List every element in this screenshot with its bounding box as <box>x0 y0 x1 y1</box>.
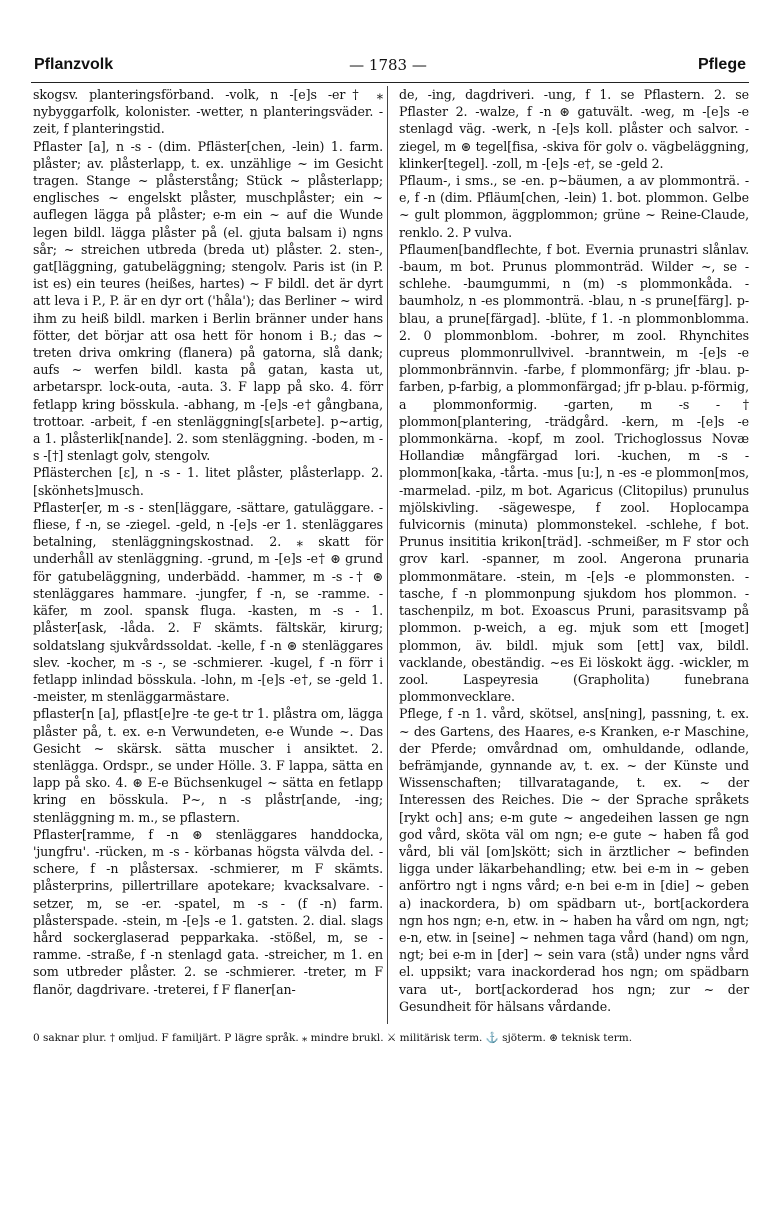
entry-pflaster: Pflaster [a], n -s - (dim. Pfläster[chen, -lein) 1. farm. plåster; av. plåsterlapp, t. ex. unzählige ~ im Gesicht tragen. Stange ~ plåsterstång; Stück ~ plåsterlapp; englisches ~ engelskt plåster, muschplåster; ein ~ auflegen lägga på plåster; e-m ein ~ auf die Wunde legen bildl. lägga plåster på (el. gjuta balsam i) ngns sår; ~ streichen utbreda (breda ut) plåster. 2. sten-, gat[läggning, gatubeläggning; stengolv. Paris ist (in P. ist es) ein teures (heißes, hartes) ~ F bildl. det är dyrt att leva i P., P. är en dyr ort ('håla'); das Berliner ~ wird ihm zu heiß bildl. marken i Berlin bränner under hans fötter, det börjar att osa hett för honom i B.; das ~ treten driva omkring (flanera) på gatorna, slå dank; aufs ~ werfen bildl. kasta på gatan, kasta ut, arbetarspr. lock-outa, -auta. 3. F lapp på sko. 4. förr fetlapp kring bösskula. -abhang, m -[e]s -e† gångbana, trottoar. -arbeit, f -en stenläggning[s[arbete]. p~artig, a 1. plåsterlik[nande]. 2. som stenläggning. -boden, m -s -[†] stenlagt golv, stengolv. <box>33 138 383 464</box>
entry-pflastern: pflaster[n [a], pflast[e]re -te ge-t tr 1. plåstra om, lägga plåster på, t. ex. e-n Verwundeten, e-e Wunde ~. Das Gesicht ~ skärsk. sätta muscher i ansiktet. 2. stenlägga. Ordspr., se under Hölle. 3. F lappa, sätta en lapp på sko. 4. ⊛ E-e Büchsenkugel ~ sätta en fetlapp kring en bösskula. P~, n -s plåstr[ande, -ing; stenläggning m. m., se pflastern. <box>33 706 383 825</box>
entry-pflasterramme: Pflaster[ramme, f -n ⊛ stenläggares handdocka, 'jungfru'. -rücken, m -s - körbanas högsta välvda del. -schere, f -n plåstersax. -schmierer, m F skämts. plåsterprins, pillertrillare apotekare; kvacksalvare. -setzer, m, se -er. -spatel, m -s - (f -n) farm. plåsterspade. -stein, m -[e]s -e 1. gatsten. 2. dial. slags hård sockerglaserad pepparkaka. -stößel, m, se -ramme. -straße, f -n stenlagd gata. -streicher, m 1. en som utbreder plåster. 2. se -schmierer. -treter, m F flanör, dagdrivare. -treterei, f F flaner[an- <box>33 826 383 997</box>
entry-pflege: Pflege, f -n 1. vård, skötsel, ans[ning], passning, t. ex. ~ des Gartens, des Haares, e-s Kranken, e-r Maschine, der Pferde; omvårdnad om, omhuldande, odlande, befrämjande, gynnande av, t. ex. ~ der Künste und Wissenschaften; tillvaratagande, t. ex. ~ der Interessen des Reiches. Die ~ der Sprache språkets [rykt och] ans; e-m gute ~ angedeihen lassen ge ngn god vård, sköta väl om ngn; e-e gute ~ haben få god vård, bli väl [om]skött; sich in ärztlicher ~ befinden ligga under läkarbehandling; etw. bei e-m in ~ geben anförtro ngt i ngns vård; e-n bei e-m in [die] ~ geben a) inackordera, b) om spädbarn ut-, bort[ackordera ngn hos ngn; e-n, etw. in ~ haben ha vård om ngn, ngt; e-n, etw. in [seine] ~ nehmen taga vård (hand) om ngn, ngt; bei e-m in [der] ~ sein vara (stå) under ngns vård el. uppsikt; vara inackorderad hos ngn; om spädbarn vara ut-, bort[ackorderad hos ngn; zur ~ der Gesundheit för hälsans vårdande. <box>399 706 749 1014</box>
entry-pflaumen: Pflaumen[bandflechte, f bot. Evernia prunastri slånlav. -baum, m bot. Prunus plommonträd. Wilder ~, se -schlehe. -baumgummi, n (m) -s plommonkåda. -baumholz, n -es plommonträ. -blau, n -s prune[färg]. p-blau, a prune[färgad]. -blüte, f 1. -n plommonblomma. 2. 0 plommonblom. -bohrer, m zool. Rhynchites cupreus plommonrullvivel. -branntwein, m -[e]s -e plommonbrännvin. -farbe, f plommonfärg; jfr -blau. p-farben, p-farbig, a plommonfärgad; jfr p-blau. p-förmig, a plommonformig. -garten, m -s -† plommon[plantering, -trädgård. -kern, m -[e]s -e plommonkärna. -kopf, m zool. Trichoglossus Novæ Hollandiæ mångfärgad lori. -kuchen, m -s - plommon[kaka, -tårta. -mus [u:], n -es -e plommon[mos, -marmelad. -pilz, m bot. Agaricus (Clitopilus) prunulus mjölskivling. -sägewespe, f zool. Hoplocampa fulvicornis (minuta) plommonstekel. -schlehe, f bot. Prunus insititia krikon[träd]. -schmeißer, m F stor och grov karl. -spanner, m zool. Angerona prunaria plommonmätare. -stein, m -[e]s -e plommonsten. -tasche, f -n plommonpung sjukdom hos plommon. -taschenpilz, m bot. Exoascus Pruni, parasitsvamp på plommon. p-weich, a eg. mjuk som ett [moget] plommon, äv. bildl. mjuk som [ett] vax, bildl. vacklande, obeständig. ~es Ei löskokt ägg. -wickler, m zool. Laspeyresia (Grapholita) funebrana plommonvecklare. <box>399 241 749 705</box>
entry-pflaume: Pflaum-, i sms., se -en. p~bäumen, a av plommonträ. -e, f -n (dim. Pfläum[chen, -lein) 1. bot. plommon. Gelbe ~ gult plommon, äggplommon; grüne ~ Reine-Claude, renklo. 2. P vulva. <box>399 173 749 240</box>
header-first-word: Pflanzvolk <box>34 56 114 73</box>
entry-pflanzvolk-tail: skogsv. planteringsförband. -volk, n -[e]s -er† ⁎ nybyggarfolk, kolonister. -wetter, n planteringsväder. -zeit, f planteringstid. <box>33 87 383 137</box>
right-column <box>399 86 749 1015</box>
abbreviation-footnote: 0 saknar plur. † omljud. F familjärt. P lägre språk. ⁎ mindre brukl. ⚔ militärisk term. ⚓ sjöterm. ⊛ teknisk term. <box>33 1032 633 1044</box>
running-header <box>0 56 776 82</box>
header-last-word: Pflege <box>697 56 746 73</box>
left-column <box>33 86 383 998</box>
header-rule <box>31 82 749 83</box>
entry-pflaesterchen: Pflästerchen [ε], n -s - 1. litet plåster, plåsterlapp. 2. [skönhets]musch. <box>33 465 383 498</box>
column-divider <box>387 86 388 1024</box>
entry-pflasterer: Pflaster[er, m -s - sten[läggare, -sättare, gatuläggare. -fliese, f -n, se -ziegel. -geld, n -[e]s -er 1. stenläggares betalning, stenläggningskostnad. 2. ⁎ skatt för underhåll av stenläggning. -grund, m -[e]s -e† ⊛ grund för gatubeläggning, underbädd. -hammer, m -s -† ⊛ stenläggares hammare. -jungfer, f -n, se -ramme. -käfer, m zool. spansk fluga. -kasten, m -s - 1. plåster[ask, -låda. 2. F skämts. fältskär, kirurg; soldatslang sjukvårdssoldat. -kelle, f -n ⊛ stenläggares slev. -kocher, m -s -, se -schmierer. -kugel, f -n förr i fetlapp inlindad bösskula. -lohn, m -[e]s -e†, se -geld 1. -meister, m stenläggarmästare. <box>33 499 383 705</box>
page-number: — 1783 — <box>349 56 427 74</box>
entry-pflastertreterei-tail: de, -ing, dagdriveri. -ung, f 1. se Pflastern. 2. se Pflaster 2. -walze, f -n ⊛ gatuvält. -weg, m -[e]s -e stenlagd väg. -werk, n -[e]s koll. plåster och salvor. -ziegel, m ⊛ tegel[fisa, -skiva för golv o. vägbeläggning, klinker[tegel]. -zoll, m -[e]s -e†, se -geld 2. <box>399 87 749 171</box>
